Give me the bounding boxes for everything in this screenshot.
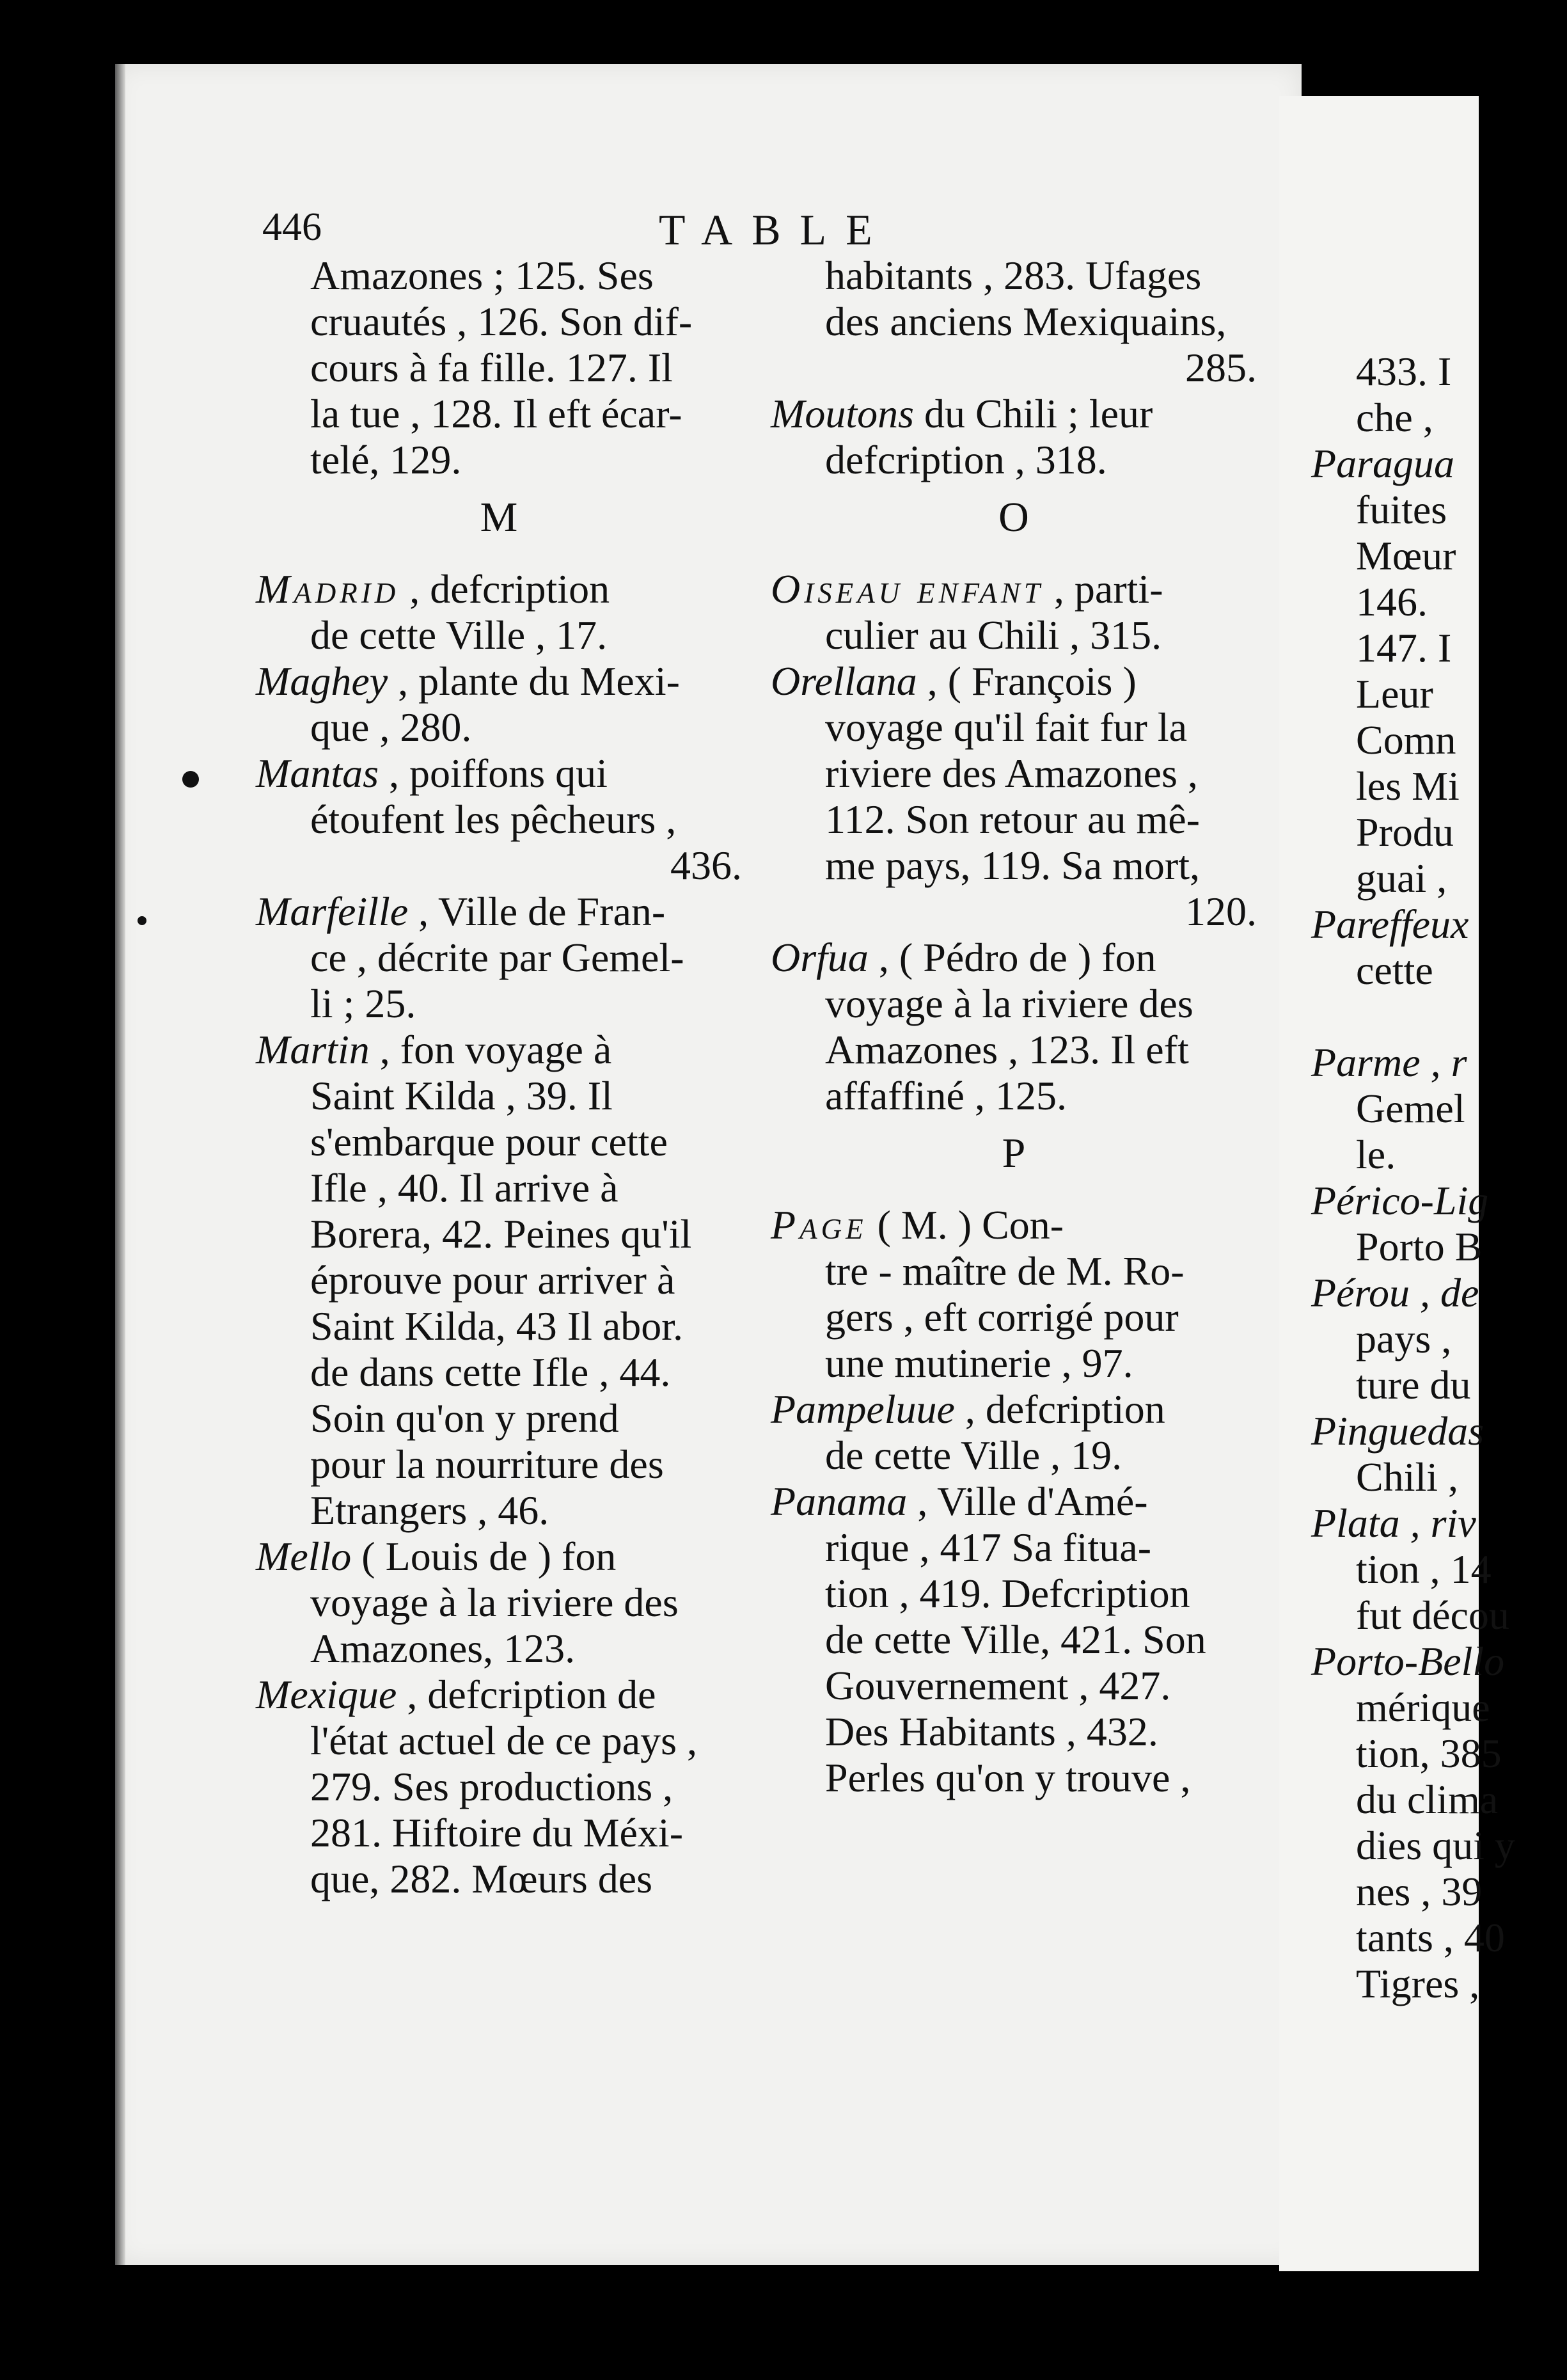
right-column xyxy=(771,253,1257,1801)
next-page-line: Pareffeux xyxy=(1311,901,1469,947)
running-title: TABLE xyxy=(659,205,892,254)
entry-headword: Mantas xyxy=(256,750,379,796)
margin-dot xyxy=(182,771,199,788)
next-page-line: Leur xyxy=(1356,671,1433,717)
next-page-line: pays , xyxy=(1356,1316,1452,1361)
margin-dot xyxy=(138,916,146,925)
next-page-line: 433. I xyxy=(1356,349,1452,394)
index-entry: Orellana , ( François ) voyage qu'il fait fur la riviere des Amazones , 112. Son retour au mê- me pays, 119. Sa mort, 120. xyxy=(771,658,1257,934)
next-page-line: Périco-Lig xyxy=(1311,1178,1489,1223)
next-page-line: Comn xyxy=(1356,717,1456,763)
next-page-line: Porto B xyxy=(1356,1224,1483,1269)
section-letter-o: O xyxy=(998,494,1029,541)
index-entry-continuation: Amazones ; 125. Ses cruautés , 126. Son dif- cours à fa fille. 127. Il la tue , 128. Il eft écar- telé, 129. xyxy=(310,253,693,482)
entry-headword: Maghey xyxy=(256,658,388,704)
entry-headword: Orfua xyxy=(771,935,869,980)
index-entry: Oiseau enfant , parti- culier au Chili , 315. xyxy=(771,566,1163,658)
left-column xyxy=(256,253,742,1902)
next-page-line: le. xyxy=(1356,1132,1396,1177)
entry-headword: Martin xyxy=(256,1027,370,1072)
next-page-line: che , xyxy=(1356,395,1433,440)
next-page-line: Mœur xyxy=(1356,533,1456,578)
next-page-fragment xyxy=(1279,96,1515,2271)
next-page-line: tion, 385 xyxy=(1356,1731,1502,1776)
entry-headword: Mexique xyxy=(256,1672,397,1717)
index-entry-continuation: habitants , 283. Ufages des anciens Mexiquains, 285. xyxy=(825,253,1257,390)
index-entry: Mantas , poiffons qui étoufent les pêcheurs , 436. xyxy=(256,750,742,888)
entry-headword: Madrid xyxy=(256,566,400,612)
next-page-line: Porto-Bello xyxy=(1311,1638,1505,1684)
next-page-line xyxy=(1311,994,1567,1040)
entry-headword: Page xyxy=(771,1202,867,1248)
next-page-line: Plata , riv xyxy=(1311,1500,1476,1546)
next-page-line: Pinguedas xyxy=(1311,1408,1484,1454)
section-letter-m: M xyxy=(480,494,518,541)
next-page-line: Paragua xyxy=(1311,441,1454,486)
next-page-line: tants , 40 xyxy=(1356,1915,1505,1960)
index-entry: Moutons du Chili ; leur defcription , 318. xyxy=(771,391,1153,482)
next-page-line: ture du xyxy=(1356,1362,1471,1408)
page-number: 446 xyxy=(262,205,322,249)
next-page-line: les Mi xyxy=(1356,763,1460,809)
next-page-line: Gemel xyxy=(1356,1086,1465,1131)
entry-headword: Marfeille xyxy=(256,889,409,934)
page-spine xyxy=(115,64,125,2265)
section-letter-p: P xyxy=(1002,1130,1026,1177)
entry-headword: Moutons xyxy=(771,391,914,436)
index-entry: Madrid , defcription de cette Ville , 17. xyxy=(256,566,610,658)
next-page-line: fut décou xyxy=(1356,1592,1509,1638)
next-page-line: Pérou , de xyxy=(1311,1270,1479,1315)
index-entry: Maghey , plante du Mexi- que , 280. xyxy=(256,658,680,750)
next-page-text xyxy=(1311,349,1567,2007)
next-page-line: Chili , xyxy=(1356,1454,1459,1500)
index-entry: Marfeille , Ville de Fran- ce , décrite par Gemel- li ; 25. xyxy=(256,889,684,1026)
index-entry: Pampeluue , defcription de cette Ville , 19. xyxy=(771,1386,1165,1478)
index-entry: Martin , fon voyage à Saint Kilda , 39. Il s'embarque pour cette Ifle , 40. Il arrive à Borera, 42. Peines qu'il éprouve pour arriver à Saint Kilda, 43 Il abor. de dans cette Ifle , 44. Soin qu'on y prend pour la nourriture des Etrangers , 46. xyxy=(256,1027,692,1533)
next-page-line: dies qui y xyxy=(1356,1823,1515,1868)
next-page-line: guai , xyxy=(1356,855,1447,901)
next-page-line: fuites xyxy=(1356,487,1447,532)
next-page-line: 146. xyxy=(1356,579,1428,624)
entry-headword: Orellana xyxy=(771,658,917,704)
index-entry: Page ( M. ) Con- tre - maître de M. Ro- gers , eft corrigé pour une mutinerie , 97. xyxy=(771,1202,1185,1386)
next-page-line: cette xyxy=(1356,948,1433,993)
next-page-line: tion , 14 xyxy=(1356,1546,1492,1592)
index-entry: Orfua , ( Pédro de ) fon voyage à la riviere des Amazones , 123. Il eft affaffiné , 125. xyxy=(771,935,1193,1118)
next-page-line: nes , 39 xyxy=(1356,1869,1483,1914)
next-page-line: mérique xyxy=(1356,1685,1490,1730)
entry-headword: Pampeluue xyxy=(771,1386,955,1432)
next-page-line: 147. I xyxy=(1356,625,1452,670)
next-page-line: Produ xyxy=(1356,809,1454,855)
entry-headword: Mello xyxy=(256,1534,352,1579)
next-page-line: Parme , r xyxy=(1311,1040,1467,1085)
entry-headword: Panama xyxy=(771,1479,908,1524)
index-entry: Mexique , defcription de l'état actuel de ce pays , 279. Ses productions , 281. Hiftoire du Méxi- que, 282. Mœurs des xyxy=(256,1672,697,1901)
next-page-line: Tigres , xyxy=(1356,1961,1480,2006)
entry-headword: Oiseau enfant xyxy=(771,566,1044,612)
index-entry: Mello ( Louis de ) fon voyage à la riviere des Amazones, 123. xyxy=(256,1534,679,1671)
index-entry: Panama , Ville d'Amé- rique , 417 Sa fitua- tion , 419. Defcription de cette Ville, 421. Son Gouvernement , 427. Des Habitants , 432. Perles qu'on y trouve , xyxy=(771,1479,1206,1800)
next-page-line: du clima xyxy=(1356,1777,1499,1822)
